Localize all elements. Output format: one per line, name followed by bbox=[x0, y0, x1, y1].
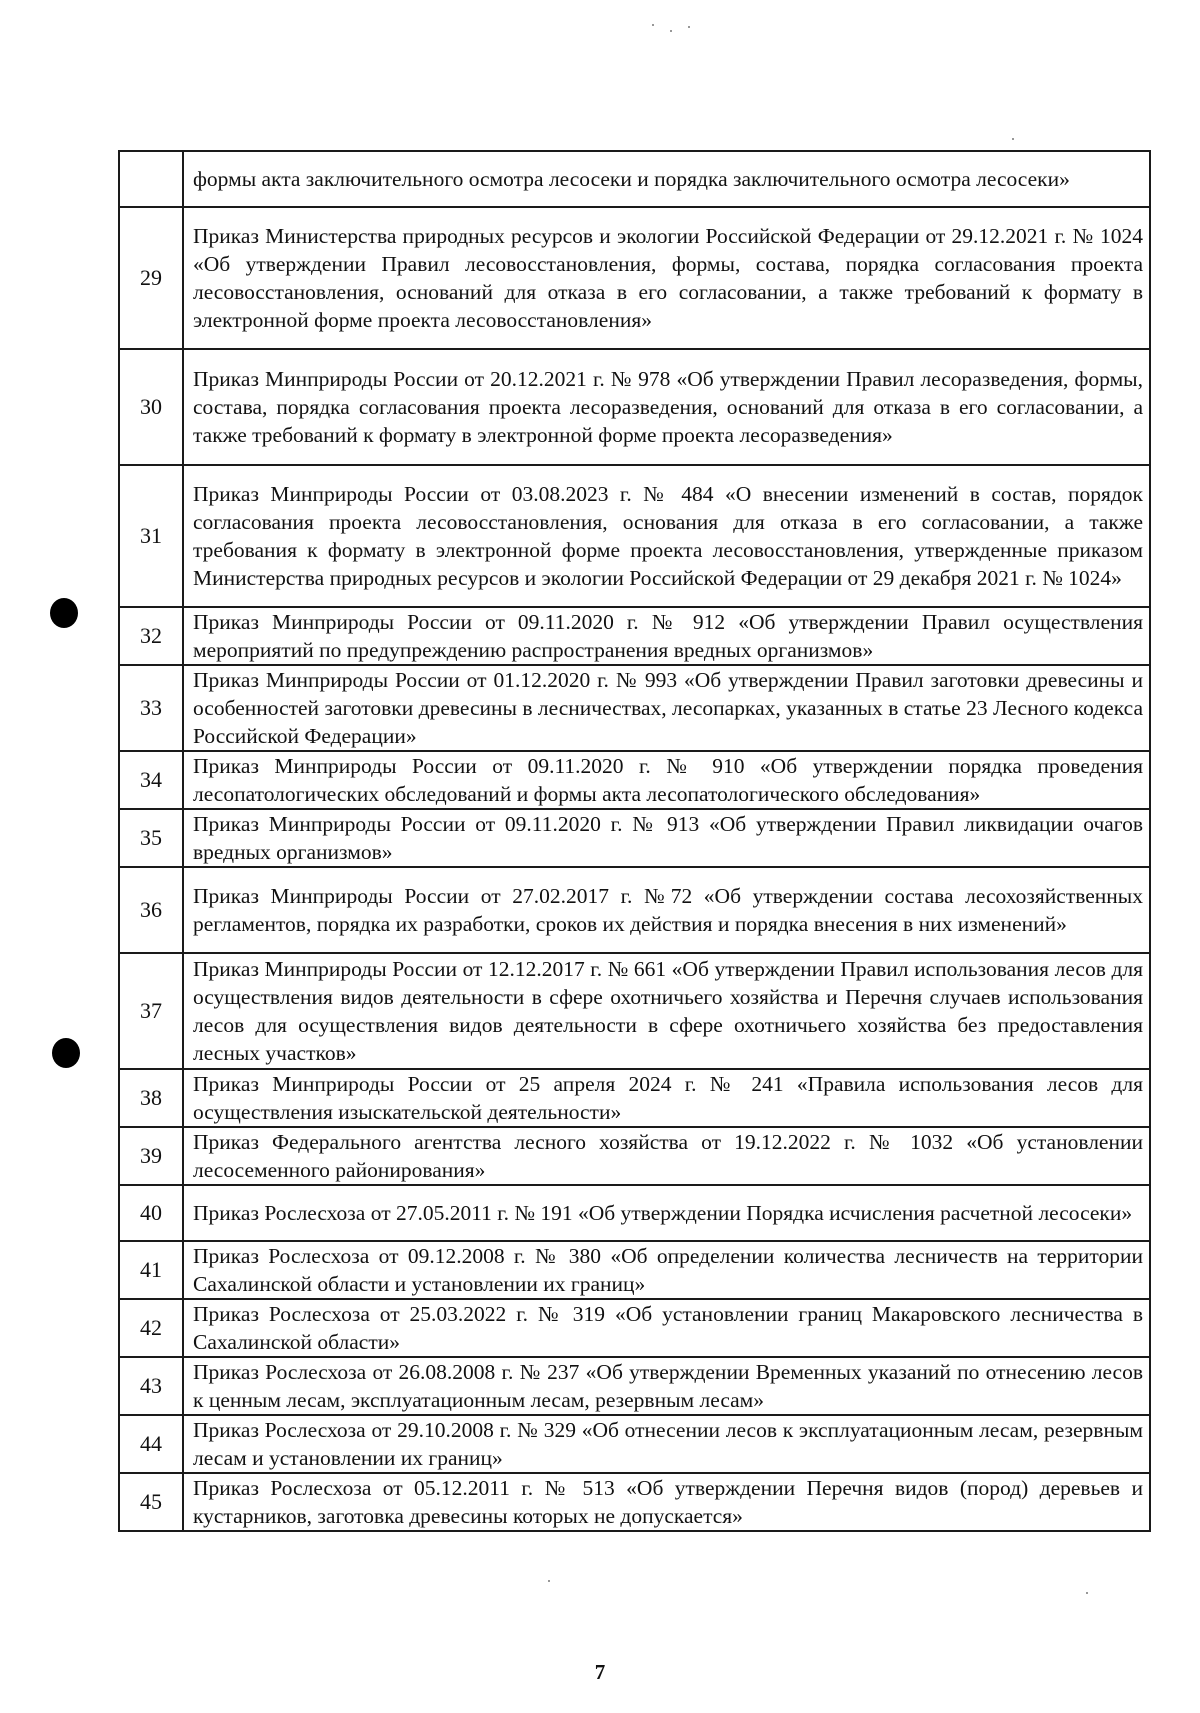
row-document-cell: Приказ Минприроды России от 09.11.2020 г. № 913 «Об утверждении Правил ликвидации очагов вредных организмов» bbox=[183, 809, 1150, 867]
row-document-cell: Приказ Рослесхоза от 25.03.2022 г. № 319 «Об установлении границ Макаровского лесничества в Сахалинской области» bbox=[183, 1299, 1150, 1357]
row-document-cell: Приказ Минприроды России от 09.11.2020 г. № 910 «Об утверждении порядка проведения лесопатологических обследований и формы акта лесопатологического обследования» bbox=[183, 751, 1150, 809]
row-number-cell: 45 bbox=[119, 1473, 183, 1531]
table-row bbox=[119, 151, 1150, 207]
row-number-cell: 32 bbox=[119, 607, 183, 665]
row-document-cell: Приказ Рослесхоза от 27.05.2011 г. № 191 «Об утверждении Порядка исчисления расчетной лесосеки» bbox=[183, 1185, 1150, 1241]
table-row bbox=[119, 1127, 1150, 1185]
row-document-cell: Приказ Минприроды России от 20.12.2021 г. № 978 «Об утверждении Правил лесоразведения, формы, состава, порядка согласования проекта лесоразведения, оснований для отказа в его согласовании, а также требований к формату в электронной форме проекта лесоразведения» bbox=[183, 349, 1150, 465]
regulations-table-body bbox=[119, 151, 1150, 1531]
row-document-cell: формы акта заключительного осмотра лесосеки и порядка заключительного осмотра лесосеки» bbox=[183, 151, 1150, 207]
row-number-cell: 42 bbox=[119, 1299, 183, 1357]
row-number-cell: 44 bbox=[119, 1415, 183, 1473]
table-row bbox=[119, 1415, 1150, 1473]
row-number-cell: 30 bbox=[119, 349, 183, 465]
scan-speck bbox=[1012, 138, 1014, 140]
row-document-cell: Приказ Рослесхоза от 05.12.2011 г. № 513 «Об утверждении Перечня видов (пород) деревьев и кустарников, заготовка древесины которых не допускается» bbox=[183, 1473, 1150, 1531]
row-document-cell: Приказ Рослесхоза от 26.08.2008 г. № 237 «Об утверждении Временных указаний по отнесению лесов к ценным лесам, эксплуатационным лесам, резервным лесам» bbox=[183, 1357, 1150, 1415]
row-document-cell: Приказ Федерального агентства лесного хозяйства от 19.12.2022 г. № 1032 «Об установлении лесосеменного районирования» bbox=[183, 1127, 1150, 1185]
row-document-cell: Приказ Рослесхоза от 29.10.2008 г. № 329 «Об отнесении лесов к эксплуатационным лесам, резервным лесам и установлении их границ» bbox=[183, 1415, 1150, 1473]
row-document-cell: Приказ Министерства природных ресурсов и экологии Российской Федерации от 29.12.2021 г. № 1024 «Об утверждении Правил лесовосстановления, формы, состава, порядка согласования проекта лесовосстановления, оснований для отказа в его согласовании, а также требований к формату в электронной форме проекта лесовосстановления» bbox=[183, 207, 1150, 349]
table-row bbox=[119, 1241, 1150, 1299]
scan-speck bbox=[670, 30, 672, 32]
row-document-cell: Приказ Минприроды России от 09.11.2020 г. № 912 «Об утверждении Правил осуществления мероприятий по предупреждению распространения вредных организмов» bbox=[183, 607, 1150, 665]
row-document-cell: Приказ Минприроды России от 27.02.2017 г. №72 «Об утверждении состава лесохозяйственных регламентов, порядка их разработки, сроков их действия и порядка внесения в них изменений» bbox=[183, 867, 1150, 953]
scan-speck bbox=[688, 26, 690, 28]
row-number-cell: 34 bbox=[119, 751, 183, 809]
row-document-cell: Приказ Минприроды России от 01.12.2020 г. № 993 «Об утверждении Правил заготовки древесины и особенностей заготовки древесины в лесничествах, лесопарках, указанных в статье 23 Лесного кодекса Российской Федерации» bbox=[183, 665, 1150, 751]
row-number-cell: 38 bbox=[119, 1069, 183, 1127]
table-row bbox=[119, 1185, 1150, 1241]
table-row bbox=[119, 809, 1150, 867]
table-row bbox=[119, 953, 1150, 1069]
scan-speck bbox=[652, 24, 654, 26]
regulations-table bbox=[118, 150, 1151, 1532]
row-number-cell: 36 bbox=[119, 867, 183, 953]
table-row bbox=[119, 207, 1150, 349]
table-row bbox=[119, 465, 1150, 607]
row-document-cell: Приказ Минприроды России от 25 апреля 2024 г. № 241 «Правила использования лесов для осуществления изыскательской деятельности» bbox=[183, 1069, 1150, 1127]
row-document-cell: Приказ Минприроды России от 12.12.2017 г. № 661 «Об утверждении Правил использования лесов для осуществления видов деятельности в сфере охотничьего хозяйства и Перечня случаев использования лесов для осуществления видов деятельности в сфере охотничьего хозяйства без предоставления лесных участков» bbox=[183, 953, 1150, 1069]
row-number-cell: 43 bbox=[119, 1357, 183, 1415]
table-row bbox=[119, 665, 1150, 751]
row-number-cell: 35 bbox=[119, 809, 183, 867]
scan-speck bbox=[548, 1580, 550, 1582]
row-number-cell: 33 bbox=[119, 665, 183, 751]
table-row bbox=[119, 1069, 1150, 1127]
row-document-cell: Приказ Минприроды России от 03.08.2023 г. № 484 «О внесении изменений в состав, порядок согласования проекта лесовосстановления, основания для отказа в его согласовании, а также требования к формату в электронной форме проекта лесовосстановления, утвержденные приказом Министерства природных ресурсов и экологии Российской Федерации от 29 декабря 2021 г. № 1024» bbox=[183, 465, 1150, 607]
table-row bbox=[119, 1357, 1150, 1415]
table-row bbox=[119, 607, 1150, 665]
table-row bbox=[119, 1299, 1150, 1357]
punch-hole-mark bbox=[52, 1038, 80, 1068]
row-number-cell: 29 bbox=[119, 207, 183, 349]
table-row bbox=[119, 1473, 1150, 1531]
table-row bbox=[119, 867, 1150, 953]
row-number-cell: 31 bbox=[119, 465, 183, 607]
row-number-cell: 40 bbox=[119, 1185, 183, 1241]
punch-hole-mark bbox=[50, 598, 78, 628]
row-number-cell bbox=[119, 151, 183, 207]
row-number-cell: 37 bbox=[119, 953, 183, 1069]
scan-speck bbox=[1086, 1592, 1088, 1594]
row-number-cell: 41 bbox=[119, 1241, 183, 1299]
row-number-cell: 39 bbox=[119, 1127, 183, 1185]
table-row bbox=[119, 349, 1150, 465]
page-number: 7 bbox=[594, 1660, 606, 1684]
row-document-cell: Приказ Рослесхоза от 09.12.2008 г. № 380 «Об определении количества лесничеств на территории Сахалинской области и установлении их границ» bbox=[183, 1241, 1150, 1299]
table-row bbox=[119, 751, 1150, 809]
